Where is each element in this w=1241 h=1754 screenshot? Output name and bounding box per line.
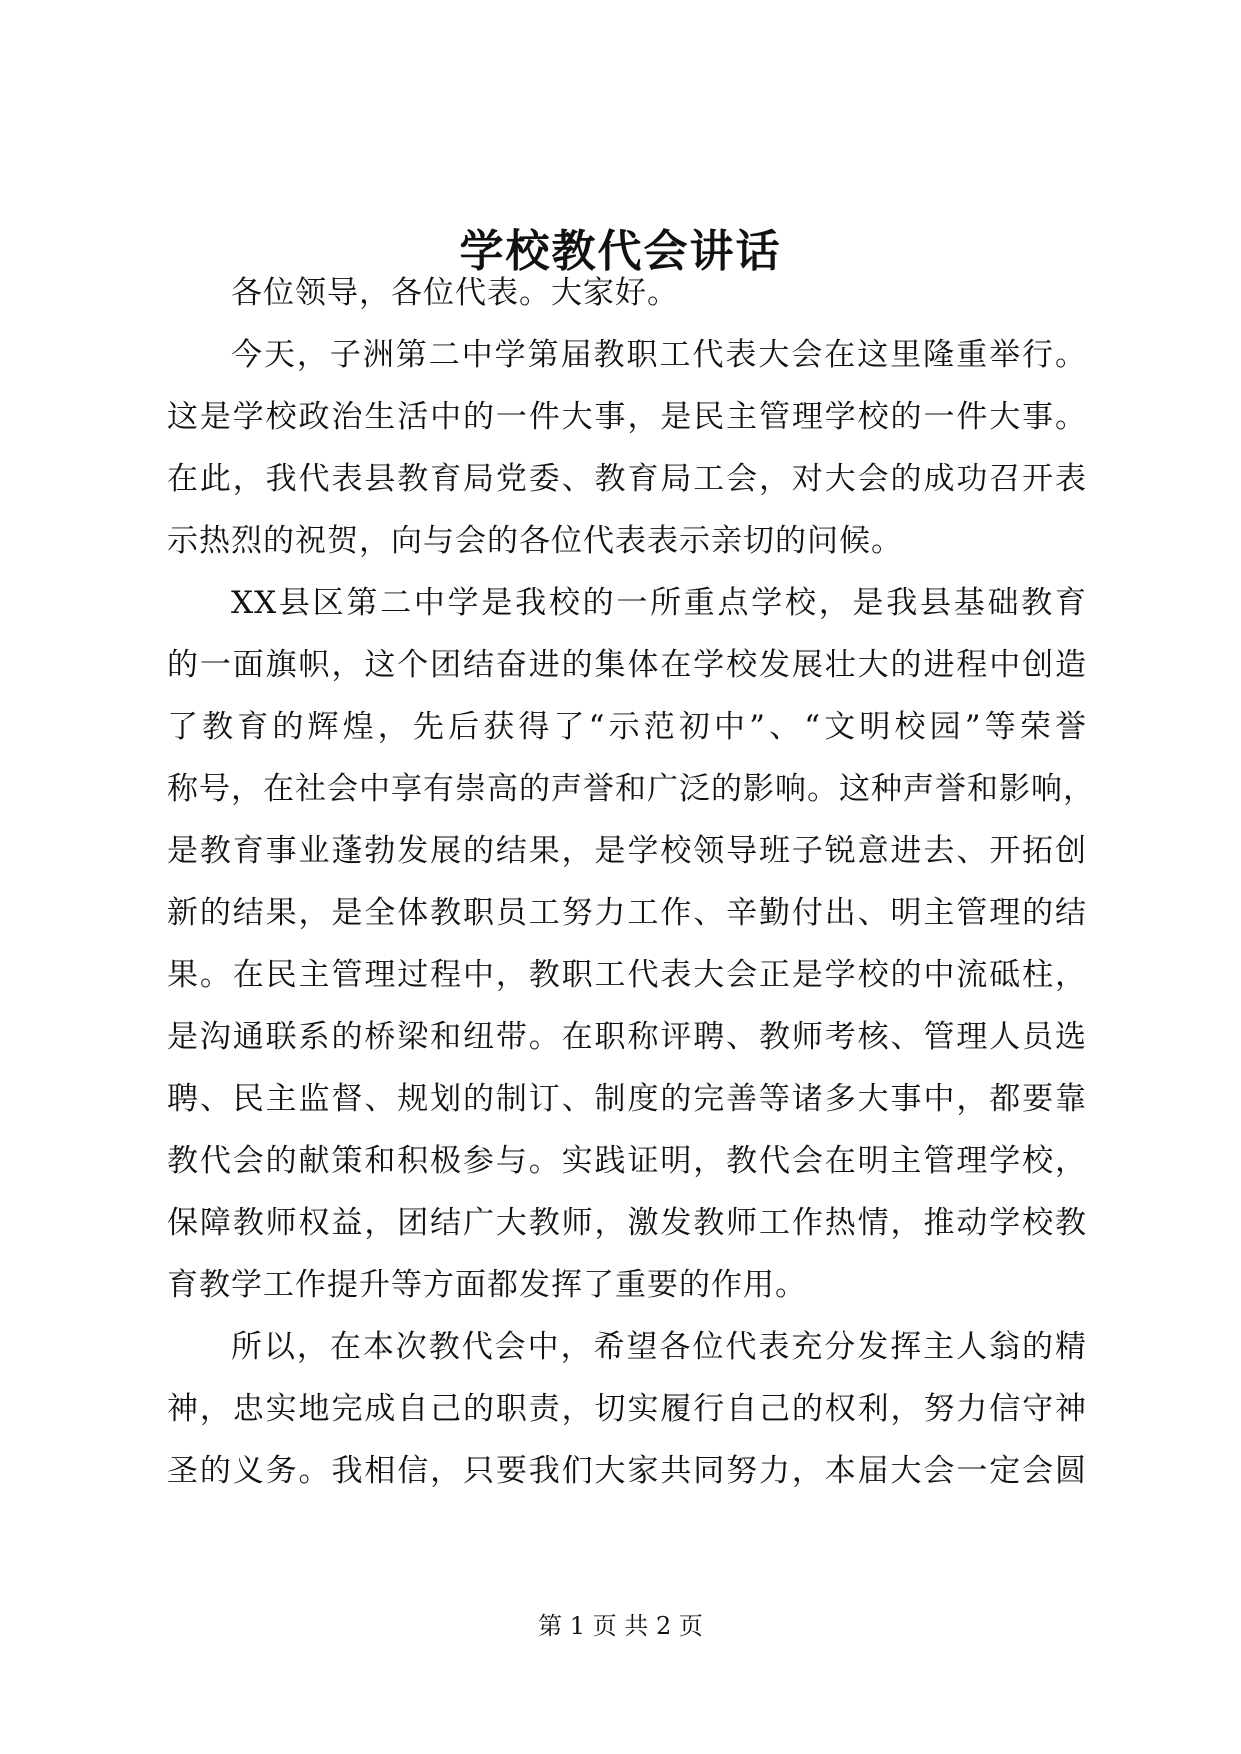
text-line: 各位领导，各位代表。大家好。 xyxy=(231,275,679,311)
text-line: 聘、民主监督、规划的制订、制度的完善等诸多大事中，都要靠 xyxy=(167,1081,1087,1117)
page-footer: 第 1 页 共 2 页 xyxy=(538,1612,703,1640)
text-line: 了教育的辉煌，先后获得了“示范初中”、“文明校园”等荣誉 xyxy=(167,709,1087,745)
text-line: 称号，在社会中享有崇高的声誉和广泛的影响。这种声誉和影响， xyxy=(167,771,1095,807)
document-body xyxy=(167,262,1095,1502)
text-line: 果。在民主管理过程中，教职工代表大会正是学校的中流砥柱， xyxy=(167,957,1087,993)
text-line: 今天，子洲第二中学第届教职工代表大会在这里隆重举行。 xyxy=(231,337,1087,373)
text-line: 是教育事业蓬勃发展的结果，是学校领导班子锐意进去、开拓创 xyxy=(167,833,1087,869)
text-line: 新的结果，是全体教职员工努力工作、辛勤付出、明主管理的结 xyxy=(167,895,1087,931)
text-line: 神，忠实地完成自己的职责，切实履行自己的权利，努力信守神 xyxy=(167,1391,1087,1427)
document-title: 学校教代会讲话 xyxy=(459,226,782,277)
text-line: 所以，在本次教代会中，希望各位代表充分发挥主人翁的精 xyxy=(231,1329,1087,1365)
text-line: 是沟通联系的桥梁和纽带。在职称评聘、教师考核、管理人员选 xyxy=(167,1019,1087,1055)
text-line: 在此，我代表县教育局党委、教育局工会，对大会的成功召开表 xyxy=(167,461,1087,497)
text-line: 教代会的献策和积极参与。实践证明，教代会在明主管理学校， xyxy=(167,1143,1087,1179)
text-line: 保障教师权益，团结广大教师，激发教师工作热情，推动学校教 xyxy=(167,1205,1087,1241)
text-line: XX县区第二中学是我校的一所重点学校，是我县基础教育 xyxy=(231,585,1087,621)
text-line: 这是学校政治生活中的一件大事，是民主管理学校的一件大事。 xyxy=(167,399,1087,435)
text-line: 的一面旗帜，这个团结奋进的集体在学校发展壮大的进程中创造 xyxy=(167,647,1087,683)
text-line: 示热烈的祝贺，向与会的各位代表表示亲切的问候。 xyxy=(167,523,903,559)
text-line: 圣的义务。我相信，只要我们大家共同努力，本届大会一定会圆 xyxy=(167,1453,1087,1489)
text-line: 育教学工作提升等方面都发挥了重要的作用。 xyxy=(167,1267,807,1303)
